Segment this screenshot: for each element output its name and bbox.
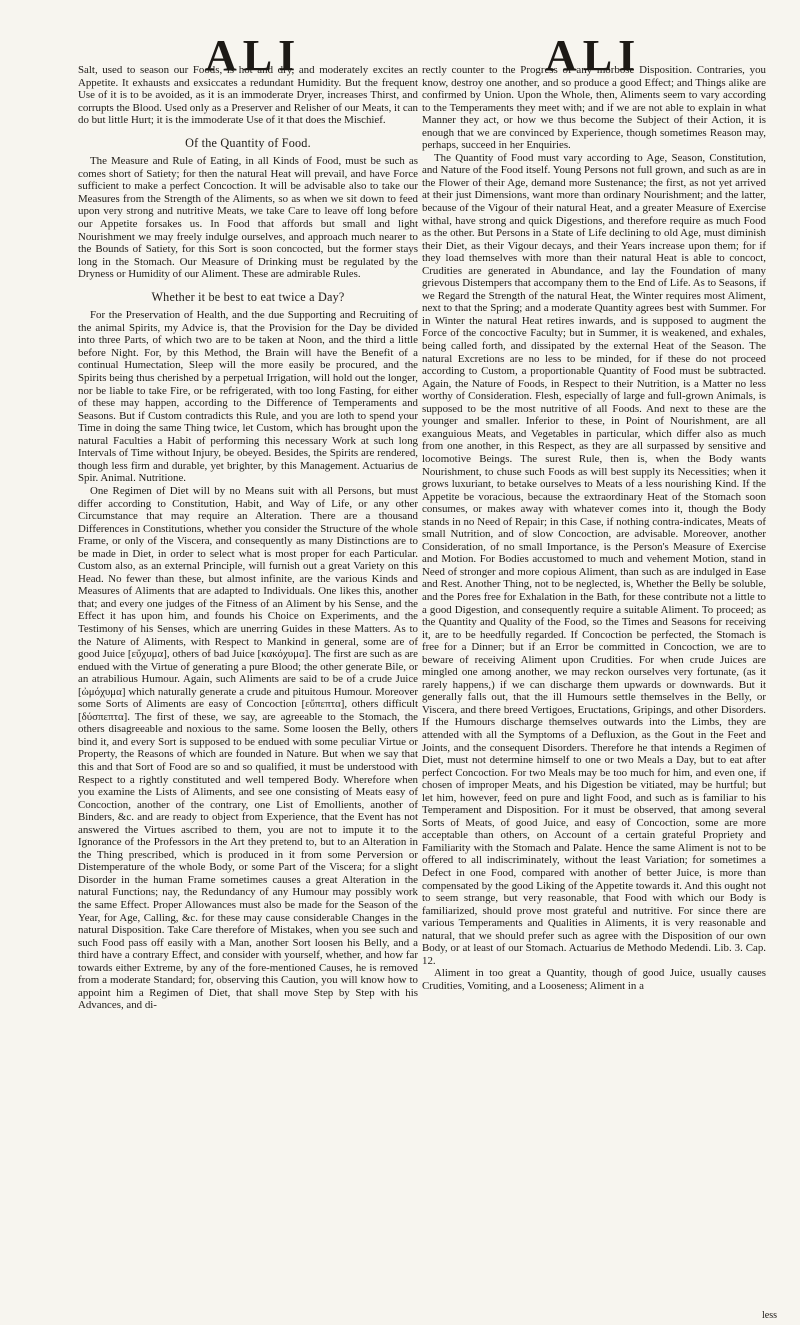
paragraph: For the Preservation of Health, and the due Supporting and Recruiting of the animal Spirits, my Advice is, that the Provision for the Day be divided into three Parts, of which two are to be taken at Noon, and the third a little before Night. For, by this Method, the Brain will have the Benefit of a continual Humectation, Sleep will the more easily be procured, and the Spirits being thus cherished by a perpetual Irrigation, will hold out the longer, nor be liable to take Fire, or be refrigerated, with too long Fasting, for either of these may happen, according to the Difference of Temperaments and Seasons. But if Custom contradicts this Rule, and you are loth to spend your Time in doing the same Thing twice, let Custom, which has brought upon the natural Faculties a Habit of performing this necessary Work at such long Intervals of Time without Injury, be obeyed. Besides, the Spirits are rendered, though less firm and durable, yet brighter, by this Management. Actuarius de Spir. Animal. Nutritione.	[78, 309, 418, 485]
paragraph: The Quantity of Food must vary according to Age, Season, Constitution, and Nature of the Food itself. Young Persons not full grown, and such as are in the Flower of their Age, demand more Sustenance; the first, as not yet arrived at their just Dimensions, want more than ordinary Nourishment; and the latter, because of the Vigour of their natural Heat, and a greater Measure of Exercise withal, have strong and quick Digestions, and therefore require as much Food as the other. But Persons in a State of Life declining to old Age, must diminish their Diet, as their Vigour decays, and their Years increase upon them; for if they load themselves with more than their natural Heat is able to concoct, Crudities are generated in Abundance, and lay the Foundation of many grievous Distempers that accompany them to the End of Life. As to Seasons, if we Regard the Strength of the natural Heat, the Winter requires most Aliment, next to that the Spring; and a moderate Quantity agrees best with Summer. For in Winter the natural Heat retires inwards, and is supposed to augment the Force of the concoctive Faculty; but in Summer, it is weakened, and exhales, being called forth, and dissipated by the external Heat of the Season. The natural Excretions are no less to be minded, for if these do not proceed according to Custom, a proportionable Quantity of Food must be subtracted. Again, the Nature of Foods, in Respect to their Nutrition, is a Matter no less worthy of Consideration. Flesh, especially of large and full-grown Animals, is supposed to be the most nutritive of all Foods. And next to these are the younger and smaller. Inferior to these, in Point of Nourishment, are all exanguious Meats, and Vegetables in particular, which differ also as much from one another, in this Respect, as they are all surpassed by sensitive and locomotive Beings. The surest Rule, then is, when the Body wants Nourishment, to chuse such Foods as will best supply its Necessities; when it grows luxuriant, to betake ourselves to Meats of a less nourishing Kind. If the Appetite be voracious, because the extraordinary Heat of the Stomach soon consumes, or makes away with whatever comes into it, though the Body stands in no Need of Repair; in this Case, if nothing contra-indicates, Meats of small Nutrition, and of slow Concoction, are advisable. Moreover, another Consideration, of no small Importance, is the Person's Measure of Exercise and Motion. For Bodies accustomed to much and vehement Motion, stand in Need of stronger and more copious Aliment, than such as are indulged in Ease and Rest. Another Thing, not to be neglected, is, Whether the Belly be soluble, and the Pores free for Exhalation in the Bath, for these contribute not a little to a good Digestion, and consequently require a suitable Aliment. To proceed; as the Quantity and Quality of the Food, so the Times and Seasons for receiving it, are to be heedfully regarded. If Concoction be perfected, the Stomach is free for a Dinner; but if an Error be committed in Concoction, we are to beware of receiving Aliment upon Crudities. For when crude Juices are mingled one among another, we may reckon ourselves very fortunate, (as it rarely happens,) if we can discharge them upwards or downwards. But it generally falls out, that the ill Humours settle themselves in the Belly, or Viscera, and there breed Vertigoes, Eructations, Gripings, and other Disorders. If the Humours discharge themselves outwards into the Limbs, they are attended with all the Symptoms of a Defluxion, as the Gout in the Feet and Joints, and the consequent Disorders. Therefore he that intends a Regimen of Diet, must not determine himself to one or two Meals a Day, but to eat after perfect Concoction. For two Meals may be too much for him, and even one, if chosen of improper Meats, and his Digestion be vitiated, may be hurtful; but let him, however, feed on pure and light Food, and such as is familiar to his Temperament and Disposition. For it must be observed, that among several Sorts of Meats, of good Juice, and easy of Concoction, some are more acceptable than others, on Account of a certain grateful Propriety and Familiarity with the Stomach and Palate. Hence the same Aliment is not to be offered to all indiscriminately, without the least Variation; for sometimes a Defect in one Food, compared with another of better Juice, is more than compensated by the good Liking of the Appetite towards it. And this ought not to seem strange, but very reasonable, that Food with which our Body is familiarized, should prove most grateful and nutritive. For since there are various Temperaments and Qualities in Aliments, it is very reasonable and natural, that we should prefer such as agree with the Disposition of our own Body, or at least of our Stomach. Actuarius de Methodo Medendi. Lib. 3. Cap. 12.	[422, 151, 766, 967]
paragraph: rectly counter to the Progress of any morbose Disposition. Contraries, you know, destroy one another, and so produce a good Effect; and Things alike are confirmed by Union. Upon the Whole, then, Aliments seem to vary according to the Temperaments they meet with; and if we are not able to explain in what Manner they act, or how we thus become the Subject of their Action, it is enough that we are convinced by Experience, though sometimes Reason may, perhaps, succeed in her Enquiries.	[422, 64, 766, 152]
paragraph: Aliment in too great a Quantity, though of good Juice, usually causes Crudities, Vomiting, and a Looseness; Aliment in a	[422, 967, 766, 992]
header-right-title: ALI	[545, 31, 642, 80]
catchword: less	[762, 1310, 777, 1321]
left-column	[78, 64, 418, 1012]
section-heading: Whether it be best to eat twice a Day?	[151, 289, 345, 304]
header-left-title: ALI	[205, 31, 302, 80]
paragraph: Salt, used to season our Foods, is hot and dry, and moderately excites an Appetite. It exhausts and exsiccates a redundant Humidity. But the frequent Use of it is to be avoided, as it is an immoderate Dryer, increases Thirst, and corrupts the Blood. Used only as a Preserver and Relisher of our Meats, it can do but little Hurt; it is the immoderate Use of it that does the Mischief.	[78, 64, 418, 127]
section-heading: Of the Quantity of Food.	[185, 135, 311, 150]
paragraph: One Regimen of Diet will by no Means suit with all Persons, but must differ according to Constitution, Habit, and Way of Life, or any other Circumstance that may require an Alteration. There are a thousand Differences in Constitutions, whether you consider the Structure of the whole Frame, or only of the Viscera, and consequently as many Distinctions are to be made in Diet, in order to select what is most proper for each Particular. Custom also, as an external Principle, will furnish out a great Variety on this Head. No fewer than these, but almost infinite, are the various Kinds and Measures of Aliments that are adapted to Individuals. One likes this, another that; and every one judges of the Fitness of an Aliment by his Sense, and the Effect it has upon him, and founds his Choice on Experiments, and the Testimony of his Senses, which are unerring Guides in these Matters. As to the Nature of Aliments, with Respect to Mankind in general, some are of good Juice [εὔχυμα], others of bad Juice [κακόχυμα]. The first are such as are endued with the Virtue of generating a pure Blood; the other generate Bile, or an atrabilious Humour. Again, such Aliments are said to be of a crude Juice [ὠμόχυμα] which naturally generate a crude and pituitous Humour. Moreover some Sorts of Aliments are easy of Concoction [εὔπεπτα], others difficult [δύσπεπτα]. The first of these, we say, are agreeable to the Stomach, the others disagreeable and noxious to the same. Some loosen the Belly, others bind it, and every Sort is supposed to be endued with some peculiar Virtue or Property, the Reasons of which are founded in Nature. But when we say that this and that Sort of Food are so and so qualified, it must be understood with Respect to a rightly constituted and well tempered Body. Wherefore when you examine the Lists of Aliments, and see one consisting of Meats easy of Concoction, another of the contrary, one List of Emollients, another of Binders, &c. and are ready to object from Experience, that the Event has not answered the Virtues ascribed to them, you are not to impute it to the Ignorance of the Professors in the Art they pretend to, but to an Alteration in the Thing prescribed, which is produced in it from some Perversion or Distemperature of the whole Body, or some Part of the Viscera; for a slight Disorder in the human Frame sometimes causes a great Alteration in the natural Functions; nay, the Redundancy of any Humour may possibly work the same Effect. Proper Allowances must also be made for the Season of the Year, for Age, Calling, &c. for these may cause considerable Changes in the natural Disposition. Take Care therefore of Mistakes, when you see such and such Food pass off easily with a Man, another Sort loosen his Belly, and a third have a contrary Effect, and consider with yourself, whether, and how far towards either Extreme, by any of the fore-mentioned Causes, he is removed from a moderate Standard; for, observing this Caution, you will know how to appoint him a Regimen of Diet, that shall move Step by Step with his Advances, and di-	[78, 484, 418, 1012]
right-column	[422, 64, 766, 992]
paragraph: The Measure and Rule of Eating, in all Kinds of Food, must be such as comes short of Satiety; for then the natural Heat will prevail, and have Force sufficient to make a perfect Concoction. It will be advisable also to take our Measures from the Strength of the Aliments, so as when we sit down to feed upon very strong and nutritive Meats, we take Care to leave off long before our Appetite forsakes us. In Food that affords but small and light Nourishment we may freely indulge ourselves, and approach much nearer to the Bounds of Satiety, for this Sort is soon concocted, but the former stays long in the Stomach. Our Measure of Drinking must be regulated by the Dryness or Humidity of our Aliment. These are admirable Rules.	[78, 155, 418, 281]
